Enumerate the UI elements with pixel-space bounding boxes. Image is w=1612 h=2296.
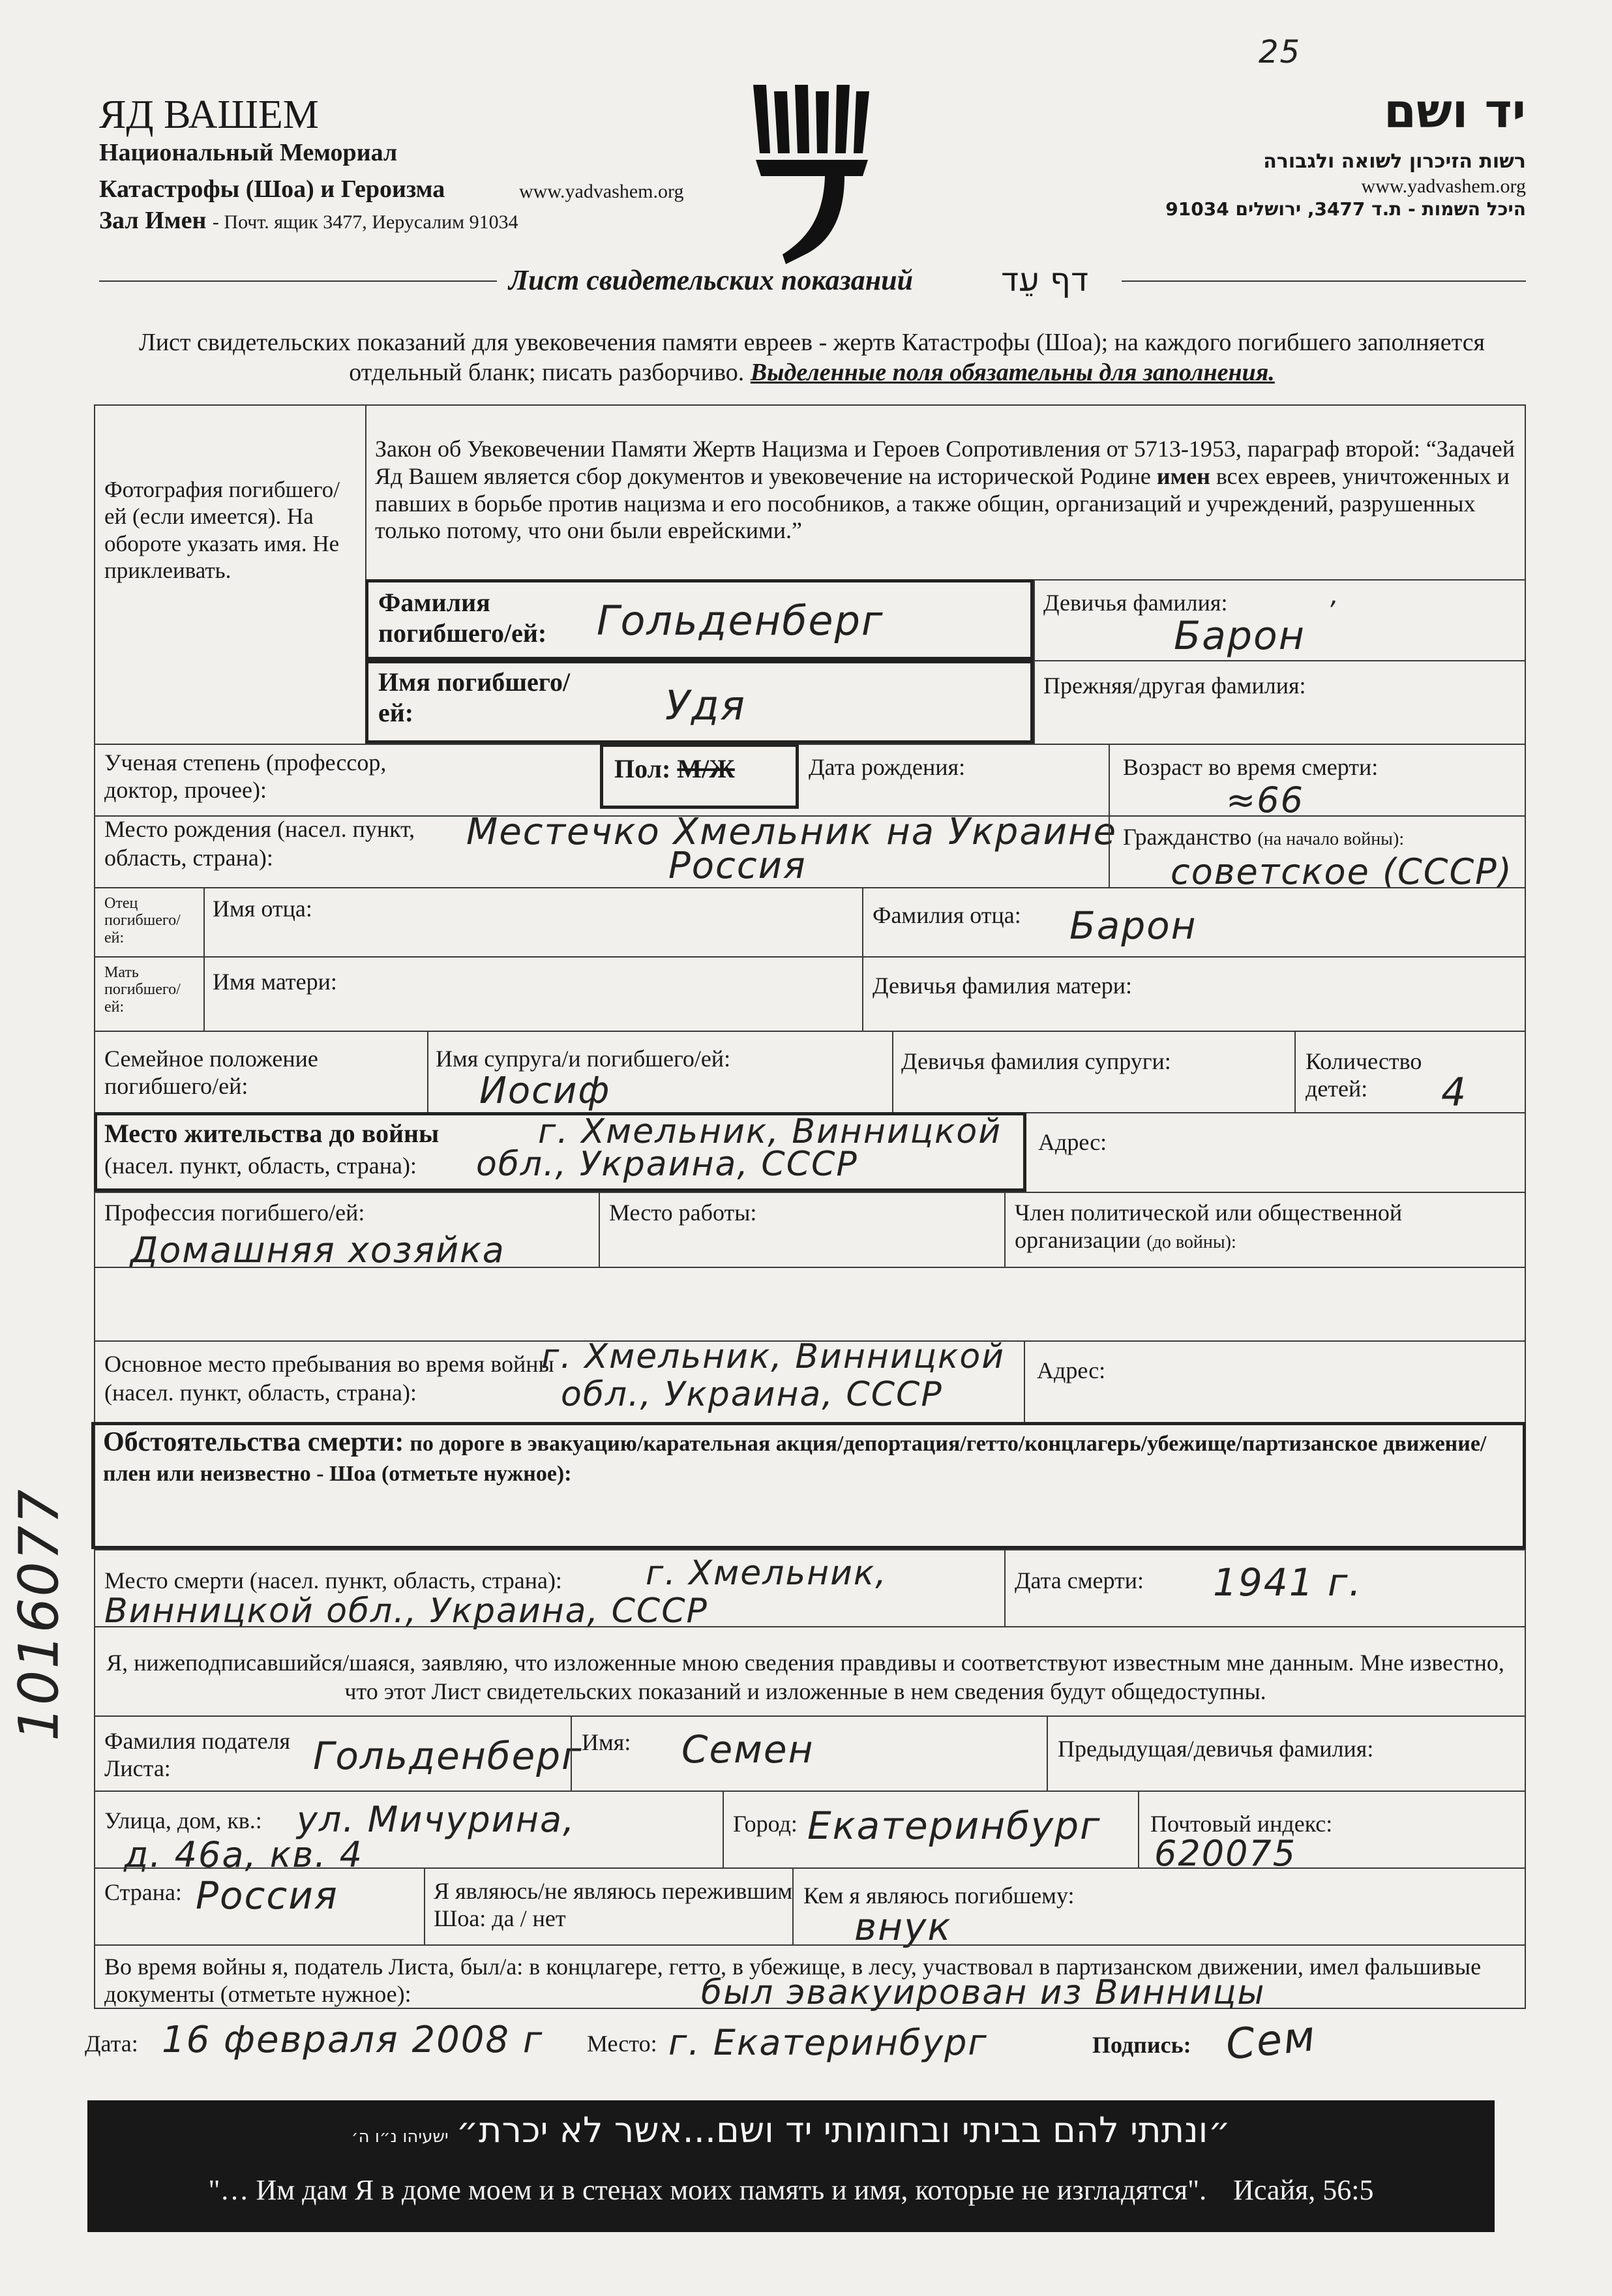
maiden-name-label: Девичья фамилия:: [1043, 590, 1228, 616]
mother-side-label: Мать погибшего/ей:: [104, 964, 181, 1016]
membership-note: (до войны):: [1146, 1232, 1236, 1253]
footer-banner: [87, 2100, 1495, 2232]
relation-value[interactable]: внук: [854, 1905, 952, 1949]
wartime-place-label: Основное место пребывания во время войны (насел. пункт, область, страна):: [104, 1351, 554, 1406]
citizenship-label: [1123, 823, 1404, 851]
victim-first-name-label: Имя погибшего/ей:: [378, 667, 571, 728]
sign-date-label: Дата:: [85, 2031, 138, 2057]
sign-place-label: Место:: [587, 2031, 657, 2057]
zip-value[interactable]: 620075: [1154, 1833, 1297, 1874]
signature-value[interactable]: Сем: [1223, 2012, 1319, 2070]
hall-he: היכל השמות - ת.ד 3477, ירושלים 91034: [1165, 198, 1526, 220]
mother-maiden-label[interactable]: Девичья фамилия матери:: [873, 973, 1133, 999]
footer-hebrew-quote: ״ונתתי להם בביתי ובחומותי יד ושם...אשר לא יכרת״: [456, 2109, 1231, 2151]
submitter-name-value[interactable]: Семен: [681, 1727, 814, 1772]
birthplace-label: Место рождения (насел. пункт, область, страна):: [104, 816, 415, 871]
footer-hebrew-line: [87, 2109, 1495, 2151]
footer-russian-quote: "… Им дам Я в доме моем и в стенах моих память и имя, которые не изгладятся".: [208, 2174, 1207, 2206]
hall-label: Зал Имен: [99, 207, 207, 234]
signature-label: Подпись:: [1092, 2032, 1191, 2058]
archive-number: 1016077: [7, 1488, 71, 1742]
father-name-label[interactable]: Имя отца:: [213, 896, 312, 922]
citizenship-title: Гражданство: [1123, 824, 1252, 850]
death-date-label: Дата смерти:: [1015, 1567, 1144, 1594]
previous-surname-label[interactable]: Прежняя/другая фамилия:: [1043, 672, 1306, 699]
spouse-maiden-label[interactable]: Девичья фамилия супруги:: [901, 1048, 1171, 1074]
law-text-part2: всех евреев, уничтоженных и павших в борьбе против нацизма и его пособников, а также общин, организаций и учреждений, разрушенных только потому, что они были еврейскими.”: [375, 462, 1510, 544]
children-count-label: Количество детей:: [1306, 1048, 1422, 1102]
dob-label[interactable]: Дата рождения:: [809, 754, 966, 780]
country-label: Страна:: [104, 1879, 182, 1905]
wartime-place-line2: обл., Украина, СССР: [561, 1375, 943, 1414]
footer-hebrew-ref: ישעיהו נ״ו ה׳: [351, 2127, 449, 2147]
workplace-label[interactable]: Место работы:: [609, 1200, 757, 1226]
death-circumstances-block: [103, 1426, 1518, 1488]
father-side-label: Отец погибшего/ей:: [104, 895, 181, 946]
victim-surname-value: Гольденберг: [597, 597, 884, 644]
page-number: 25: [1259, 34, 1302, 70]
residence-line2: обл., Украина, СССР: [476, 1145, 858, 1184]
footer-russian-ref: Исайя, 56:5: [1233, 2174, 1374, 2206]
law-text: [375, 436, 1523, 545]
org-name-ru: ЯД ВАШЕМ: [99, 93, 319, 137]
footer-russian-line: [87, 2173, 1495, 2207]
membership-title: Член политической или общественной организации: [1015, 1200, 1403, 1254]
website-ru[interactable]: www.yadvashem.org: [519, 181, 684, 202]
country-value[interactable]: Россия: [196, 1873, 338, 1918]
gender-label: [614, 753, 735, 784]
birthplace-line1[interactable]: Местечко Хмельник на Украине: [466, 811, 1118, 853]
sheet-title: Лист свидетельских показаний: [509, 264, 914, 296]
profession-label: Профессия погибшего/ей:: [104, 1200, 365, 1226]
membership-label[interactable]: [1015, 1199, 1523, 1254]
hall-of-names-line: [99, 206, 518, 235]
submitter-surname-label: Фамилия подателя Листа:: [104, 1728, 291, 1782]
residence-line1: г. Хмельник, Винницкой: [538, 1112, 1002, 1151]
law-text-part1: Закон об Увековечении Памяти Жертв Нацизма и Героев Сопротивления от 5713-1953, параграф второй: “Задачей Яд Вашем является сбор документов и увековечение на исторической Родине: [375, 436, 1515, 489]
law-text-bold: имен: [1156, 462, 1210, 489]
death-circumstances-options: по дороге в эвакуацию/карательная акция/депортация/гетто/концлагерь/убежище/партизанское движение/плен или неизвестно - Шоа (отметьте нужное):: [103, 1432, 1487, 1487]
citizenship-value[interactable]: советское (СССР): [1171, 851, 1513, 892]
org-name-he: יד ושם: [1383, 83, 1526, 138]
birthplace-line2: Россия: [668, 845, 807, 887]
maiden-name-mark: ,: [1330, 581, 1340, 611]
submitter-surname-value[interactable]: Гольденберг: [313, 1734, 583, 1778]
street-line2: д. 46а, кв. 4: [124, 1834, 363, 1875]
father-surname-label: Фамилия отца:: [873, 902, 1021, 928]
yad-vashem-logo-icon: [747, 78, 877, 267]
photo-instructions[interactable]: Фотография погибшего/ей (если имеется). На обороте указать имя. Не приклеивать.: [104, 477, 340, 583]
spouse-name-label: Имя супруга/и погибшего/ей:: [436, 1046, 731, 1072]
mother-name-label[interactable]: Имя матери:: [213, 969, 337, 995]
residence-label: Место жительства до войны: [104, 1119, 440, 1148]
website-he[interactable]: www.yadvashem.org: [1361, 175, 1526, 197]
submitter-name-label: Имя:: [582, 1729, 631, 1755]
city-value[interactable]: Екатеринбург: [807, 1804, 1101, 1848]
profession-value[interactable]: Домашняя хозяйка: [130, 1230, 505, 1271]
age-label: Возраст во время смерти:: [1123, 754, 1379, 780]
death-place-line2: Винницкой обл., Украина, СССР: [104, 1592, 708, 1631]
death-circumstances-label: Обстоятельства смерти:: [103, 1427, 404, 1457]
gender-options: М/Ж: [677, 754, 735, 783]
survivor-options: да / нет: [492, 1905, 566, 1932]
intro-block: [130, 327, 1493, 388]
org-subtitle-2: Катастрофы (Шоа) и Героизма: [99, 175, 445, 203]
declaration-text: Я, нижеподписавшийся/шаяся, заявляю, что изложенные мною сведения правдивы и соответствуют известным мне данным. Мне известно, что этот Лист свидетельских показаний и изложенные в нем сведения будут общедоступны.: [106, 1650, 1504, 1704]
residence-sublabel: (насел. пункт, область, страна):: [104, 1153, 417, 1179]
wartime-address-label[interactable]: Адрес:: [1037, 1357, 1106, 1383]
children-count-value[interactable]: 4: [1441, 1070, 1468, 1115]
submitter-prev-surname-label[interactable]: Предыдущая/девичья фамилия:: [1058, 1736, 1374, 1762]
street-line1[interactable]: ул. Мичурина,: [297, 1799, 576, 1840]
org-subtitle-he: רשות הזיכרון לשואה ולגבורה: [1263, 150, 1526, 173]
sign-place-value[interactable]: г. Екатеринбург: [668, 2022, 988, 2063]
death-place-line1[interactable]: г. Хмельник,: [646, 1554, 888, 1593]
degree-label[interactable]: Ученая степень (профессор, доктор, прочее):: [104, 749, 387, 804]
required-note: Выделенные поля обязательны для заполнения.: [750, 359, 1275, 387]
residence-address-label[interactable]: Адрес:: [1038, 1129, 1107, 1155]
org-subtitle-1: Национальный Мемориал: [99, 139, 398, 166]
father-surname-value[interactable]: Барон: [1069, 903, 1197, 948]
age-value[interactable]: ≈66: [1226, 779, 1304, 821]
victim-surname-label: Фамилия погибшего/ей:: [378, 588, 547, 648]
sheet-title-he: דף עֵד: [1001, 261, 1089, 299]
death-place-label: Место смерти (насел. пункт, область, страна):: [104, 1567, 562, 1594]
marital-status-label[interactable]: Семейное положение погибшего/ей:: [104, 1046, 318, 1100]
spouse-name-value[interactable]: Иосиф: [479, 1070, 611, 1112]
citizenship-note: (на начало войны):: [1257, 829, 1405, 849]
submitter-war-status-value[interactable]: был эвакуирован из Винницы: [701, 1973, 1266, 2012]
hall-address: - Почт. ящик 3477, Иерусалим 91034: [212, 211, 518, 233]
submitter-war-status-label: Во время войны я, податель Листа, был/а: в концлагере, гетто, в убежище, в лесу, участвовал в партизанском движении, имел фальшивые документы (отметьте нужное):: [104, 1954, 1482, 2008]
sign-date-value[interactable]: 16 февраля 2008 г: [162, 2019, 544, 2061]
maiden-name-value[interactable]: Барон: [1174, 613, 1306, 659]
survivor-label[interactable]: [434, 1877, 799, 1933]
intro-text: Лист свидетельских показаний для увековечения памяти евреев - жертв Катастрофы (Шоа); на каждого погибшего заполняется отдельный бланк; писать разборчиво.: [138, 329, 1485, 387]
wartime-place-line1[interactable]: г. Хмельник, Винницкой: [541, 1337, 1006, 1376]
street-label: Улица, дом, кв.:: [104, 1807, 262, 1834]
zip-label: Почтовый индекс:: [1150, 1811, 1333, 1837]
survivor-question: Я являюсь/не являюсь пережившим Шоа:: [434, 1878, 793, 1932]
gender-title: Пол:: [614, 754, 671, 783]
death-date-value[interactable]: 1941 г.: [1213, 1560, 1362, 1605]
city-label: Город:: [733, 1811, 798, 1837]
victim-first-name-value: Удя: [665, 682, 746, 729]
relation-label: Кем я являюсь погибшему:: [803, 1882, 1075, 1909]
